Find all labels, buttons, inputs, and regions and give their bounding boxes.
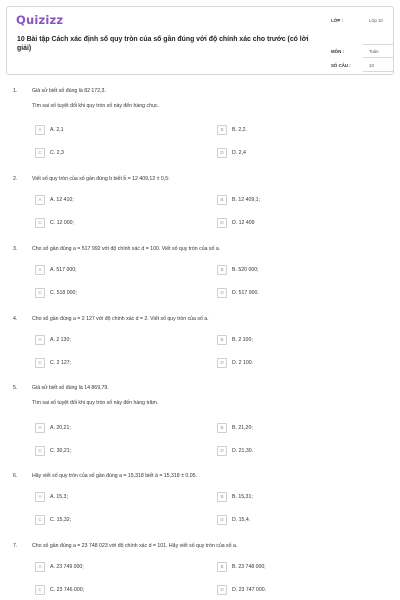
option-letter-box: C [35, 515, 45, 525]
option-text: B. 2,2. [232, 127, 247, 133]
question-number: 6. [13, 473, 18, 479]
option-letter-box: B [217, 423, 227, 433]
option-letter-box: D [217, 288, 227, 298]
option-text: A. 15,3; [50, 494, 68, 500]
option-letter-box: C [35, 218, 45, 228]
option-text: B. 23 748 000; [232, 564, 266, 570]
question-text: Cho số gần đúng a = 23 748 023 với độ chính xác d = 101. Hãy viết số quy tròn của số a. [32, 543, 238, 549]
option-letter-box: B [217, 125, 227, 135]
option-text: C. 15,32; [50, 517, 72, 523]
option-text: C. 518 000; [50, 290, 77, 296]
option-letter-box: B [217, 265, 227, 275]
page-title: 10 Bài tập Cách xác định số quy tròn của số gần đúng với độ chính xác cho trước (có lời giải) [17, 36, 309, 52]
option-letter-box: B [217, 195, 227, 205]
divider [363, 57, 393, 58]
option-letter-box: B [217, 562, 227, 572]
option-text: A. 2,1 [50, 127, 64, 133]
question-number: 5. [13, 385, 18, 391]
question-number: 7. [13, 543, 18, 549]
option-text: A. 517 000; [50, 267, 77, 273]
option-letter-box: D [217, 515, 227, 525]
option-letter-box: C [35, 148, 45, 158]
option-text: D. 21,30. [232, 448, 254, 454]
question-text-line-2: Tìm sai số tuyệt đối khi quy tròn số này đến hàng chục. [32, 103, 159, 109]
option-letter-box: D [217, 218, 227, 228]
worksheet-header [6, 6, 394, 75]
option-text: A. 2 130; [50, 337, 71, 343]
option-letter-box: C [35, 446, 45, 456]
option-text: D. 2,4 [232, 150, 246, 156]
subject-label: MÔN : [331, 49, 344, 54]
option-text: A. 20,21; [50, 425, 71, 431]
option-text: C. 2 127; [50, 360, 72, 366]
question-number: 2. [13, 176, 18, 182]
option-letter-box: D [217, 585, 227, 595]
option-letter-box: A [35, 492, 45, 502]
option-letter-box: B [217, 335, 227, 345]
option-letter-box: A [35, 265, 45, 275]
option-letter-box: C [35, 288, 45, 298]
option-text: B. 520 000; [232, 267, 259, 273]
question-count-value: 10 [369, 63, 374, 68]
option-text: B. 12 409,1; [232, 197, 260, 203]
option-text: C. 12 000; [50, 220, 74, 226]
option-letter-box: A [35, 562, 45, 572]
question-text: Cho số gần đúng a = 517 992 với độ chính xác d = 100. Viết số quy tròn của số a. [32, 246, 221, 252]
option-text: B. 21,20; [232, 425, 253, 431]
question-text: Giả sử biết số đúng là 14 869,79. [32, 385, 109, 391]
question-number: 1. [13, 88, 18, 94]
option-text: C. 30,21; [50, 448, 72, 454]
option-letter-box: D [217, 446, 227, 456]
option-text: D. 2 100. [232, 360, 254, 366]
grade-value: Lớp 10 [369, 18, 383, 23]
question-text: Cho số gần đúng a = 2 127 với độ chính xác d = 2. Viết số quy tròn của số a. [32, 316, 209, 322]
divider [363, 71, 393, 72]
question-text: Viết số quy tròn của số gần đúng b biết b̄ = 12 409,12 ± 0,5: [32, 176, 170, 182]
option-letter-box: A [35, 125, 45, 135]
option-letter-box: D [217, 358, 227, 368]
option-letter-box: A [35, 195, 45, 205]
option-text: C. 2,3 [50, 150, 64, 156]
question-text: Hãy viết số quy tròn của số gần đúng a = 15,318 biết ā = 15,318 ± 0,05. [32, 473, 197, 479]
option-text: A. 23 749 000; [50, 564, 84, 570]
option-letter-box: D [217, 148, 227, 158]
option-letter-box: A [35, 335, 45, 345]
option-text: A. 12 410; [50, 197, 74, 203]
divider [363, 44, 393, 45]
option-text: D. 517 900. [232, 290, 259, 296]
question-number: 4. [13, 316, 18, 322]
option-text: D. 12 409 [232, 220, 255, 226]
question-text: Giả sử biết số đúng là 82 172,3. [32, 88, 106, 94]
option-text: C. 23 746 000; [50, 587, 85, 593]
option-text: D. 15,4. [232, 517, 251, 523]
question-number: 3. [13, 246, 18, 252]
option-letter-box: C [35, 585, 45, 595]
subject-value: Toán [369, 49, 379, 54]
question-text-line-2: Tìm sai số tuyệt đối khi quy tròn số này đến hàng trăm. [32, 400, 159, 406]
option-letter-box: B [217, 492, 227, 502]
grade-label: LỚP : [331, 18, 343, 23]
option-text: D. 23 747 000. [232, 587, 267, 593]
question-count-label: SỐ CÂU : [331, 63, 351, 68]
option-text: B. 2 100; [232, 337, 253, 343]
option-letter-box: A [35, 423, 45, 433]
option-letter-box: C [35, 358, 45, 368]
quizizz-logo: Quizizz [16, 13, 64, 27]
option-text: B. 15,31; [232, 494, 253, 500]
